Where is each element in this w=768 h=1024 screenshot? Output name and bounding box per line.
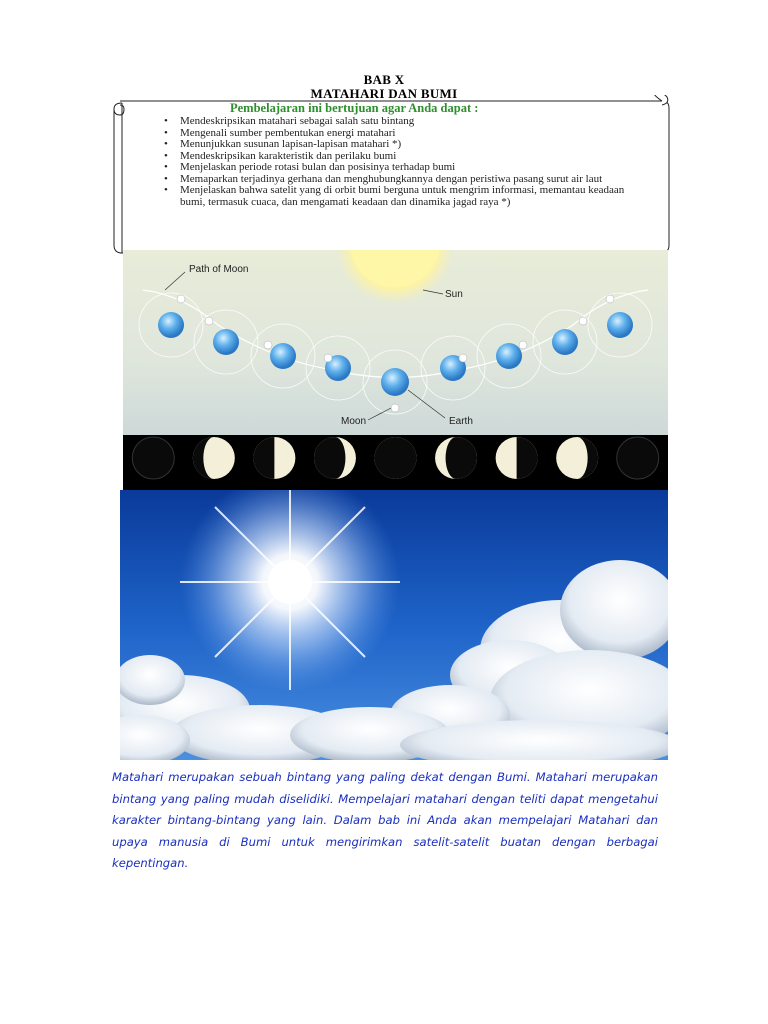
moon-phase-3 [253, 437, 295, 479]
moon-phase-1 [132, 437, 174, 479]
objective-item: • Menjelaskan bahwa satelit yang di orbit bumi berguna untuk mengrim informasi, memantau keadaan bumi, termasuk cuaca, dan mengamati keadaan dan dinamika jagad raya *) [164, 185, 644, 208]
objective-item: • Mengenali sumber pembentukan energi matahari [164, 128, 644, 140]
objective-item: • Menjelaskan periode rotasi bulan dan posisinya terhadap bumi [164, 162, 644, 174]
moon-orbit-illustration [123, 250, 668, 490]
sun-sky-photo [120, 490, 668, 760]
path-of-moon-label: Path of Moon [189, 264, 249, 275]
moon-phase-6 [435, 437, 477, 479]
objective-item: • Mendeskripsikan karakteristik dan perilaku bumi [164, 151, 644, 163]
earth-label: Earth [449, 416, 473, 427]
sun-sky-illustration [120, 490, 668, 760]
objectives-content [110, 95, 670, 255]
sun-disc [268, 560, 312, 604]
moon-phase-5 [375, 437, 417, 479]
chapter-title: MATAHARI DAN BUMI [310, 86, 458, 101]
sun-label: Sun [445, 289, 463, 300]
objectives-list [164, 116, 644, 208]
objectives-scroll-box [110, 95, 670, 255]
objective-item: • Menunjukkan susunan lapisan-lapisan matahari *) [164, 139, 644, 151]
intro-paragraph: Matahari merupakan sebuah bintang yang paling dekat dengan Bumi. Matahari merupakan bintang yang paling mudah diselidiki. Mempelajari matahari dengan teliti dapat mengetahui karakter bintang-bintang yang lain. Dalam bab ini Anda akan mempelajari Matahari dan upaya manusia di Bumi untuk mengirimkan satelit-satelit buatan dengan berbagai kepentingan. [112, 770, 658, 870]
objective-item: • Mendeskripsikan matahari sebagai salah satu bintang [164, 116, 644, 128]
objectives-intro: Pembelajaran ini bertujuan agar Anda dapat : [230, 101, 479, 115]
objective-item: • Memaparkan terjadinya gerhana dan menghubungkannya dengan peristiwa pasang surut air laut [164, 174, 644, 186]
moon-phase-7 [496, 437, 538, 479]
chapter-number: BAB X [363, 72, 405, 87]
moon-phase-8 [556, 437, 598, 479]
moon-phase-4 [314, 437, 356, 479]
moon-phase-2 [193, 437, 235, 479]
moon-phase-9 [617, 437, 659, 479]
moon-phase-diagram [123, 250, 668, 490]
moon-phases [132, 437, 658, 479]
moon-label: Moon [341, 416, 367, 427]
